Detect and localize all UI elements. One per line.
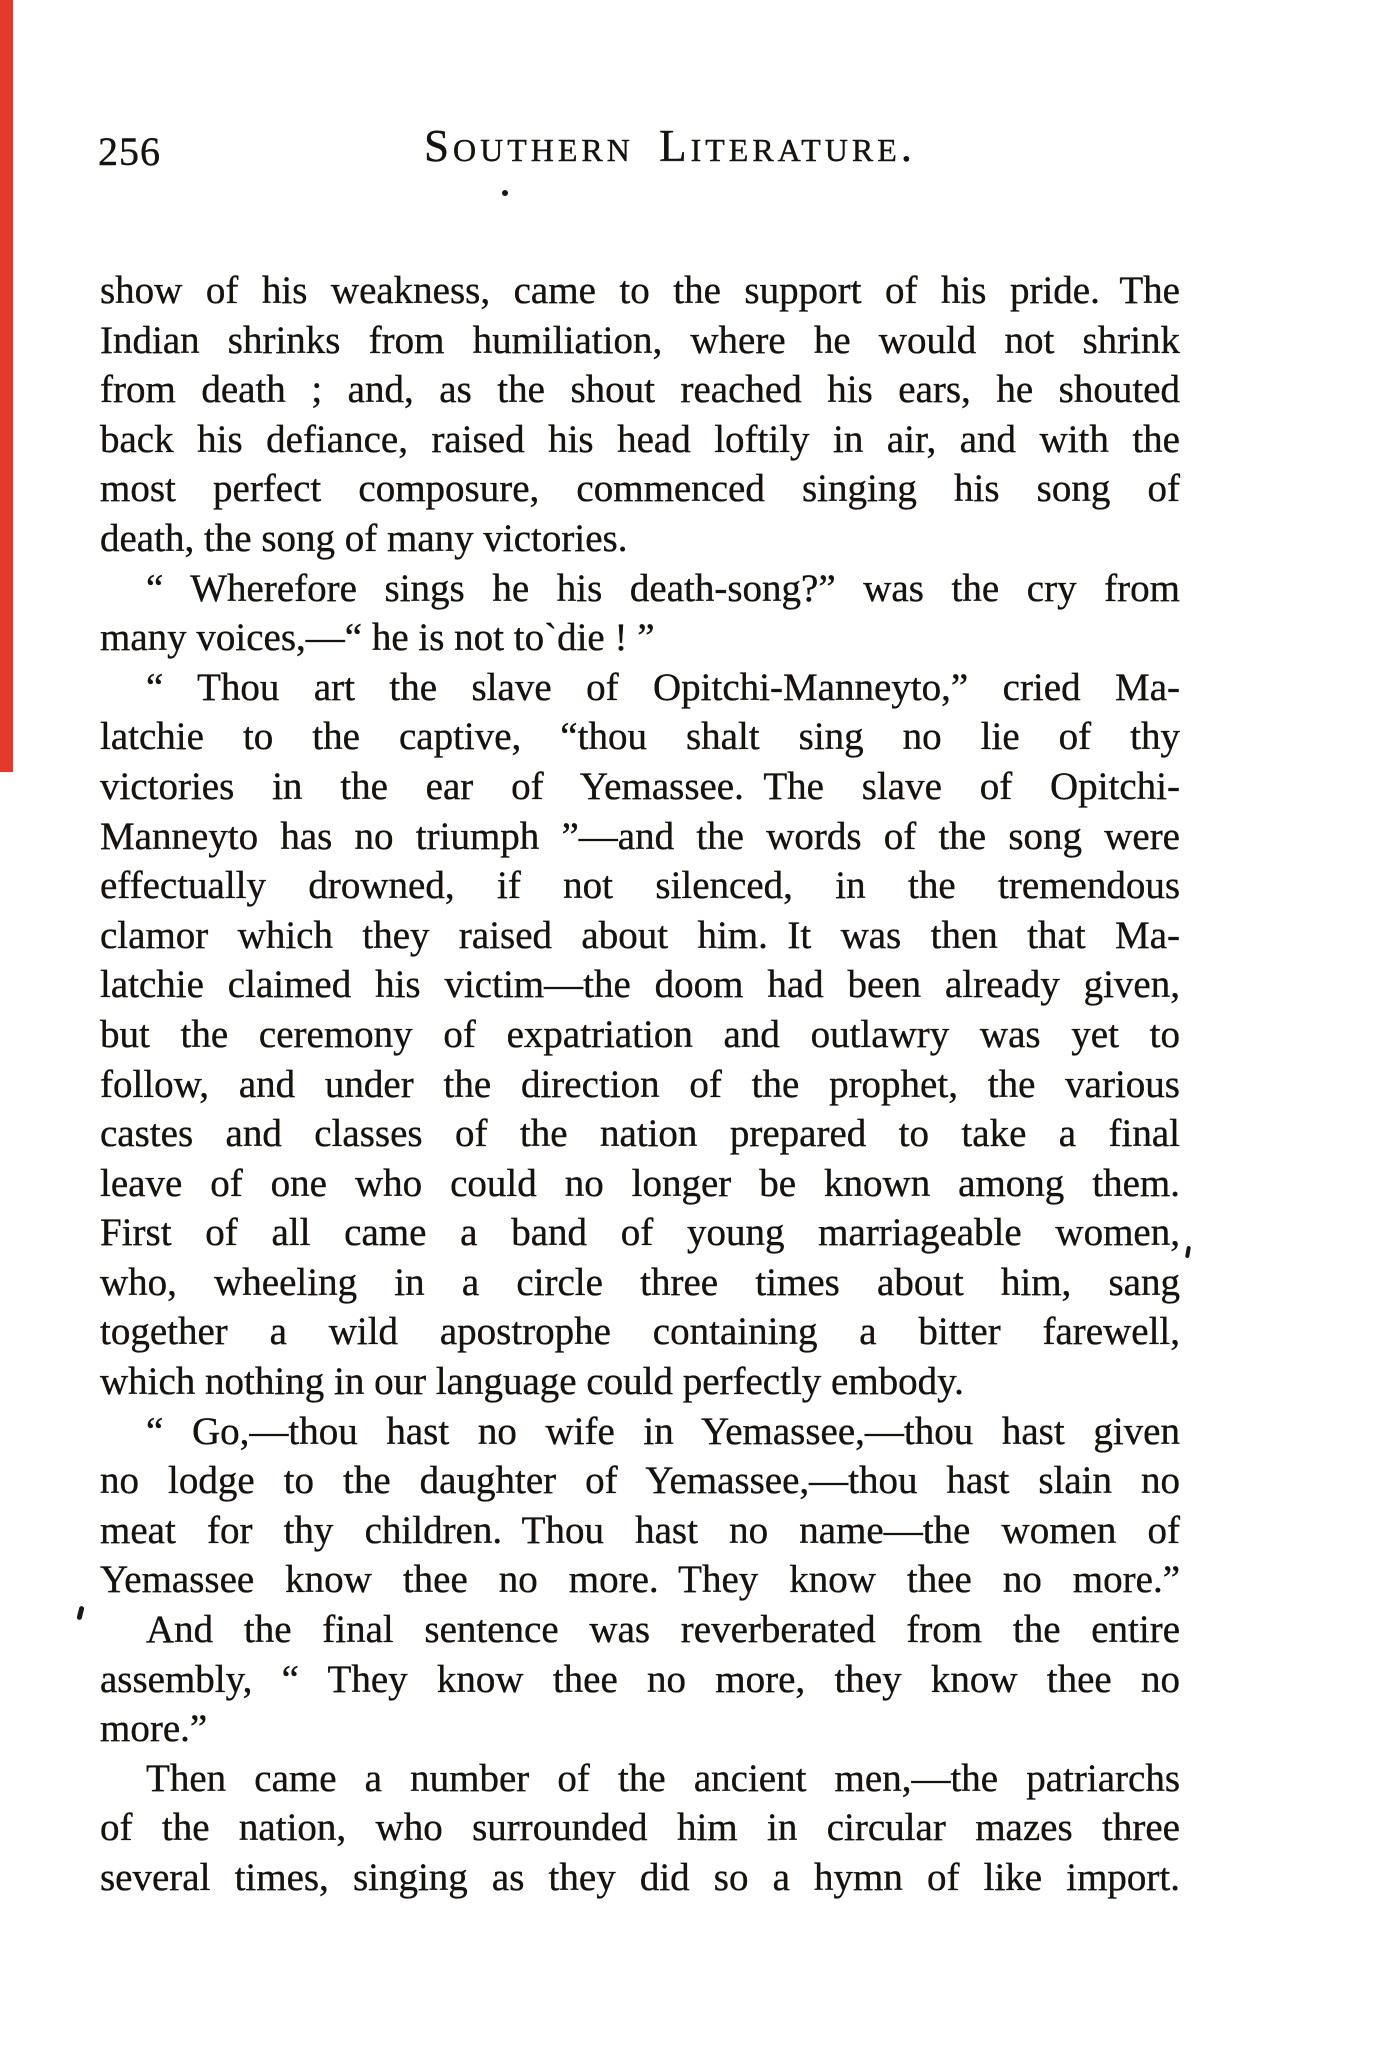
text-line: clamor which they raised about him. It was then that Ma- xyxy=(100,913,1180,957)
text-line: Yemassee know thee no more. They know thee no more.” xyxy=(100,1558,1180,1602)
text-line: latchie to the captive, “thou shalt sing no lie of thy xyxy=(100,715,1180,759)
text-line: who, wheeling in a circle three times about him, sang xyxy=(100,1260,1180,1304)
text-line: Manneyto has no triumph ”—and the words of the song were xyxy=(100,814,1180,858)
text-line: assembly, “ They know thee no more, they know thee no xyxy=(100,1657,1180,1701)
text-line: many voices,—“ he is not to`die ! ” xyxy=(100,616,655,660)
text-line: several times, singing as they did so a hymn of like import. xyxy=(100,1856,1180,1899)
stray-ink-tick xyxy=(76,1606,84,1621)
running-title: Southern Literature. xyxy=(423,121,917,171)
text-line: back his defiance, raised his head loftily in air, and with the xyxy=(100,417,1180,461)
text-line: victories in the ear of Yemassee. The slave of Opitchi- xyxy=(100,764,1180,808)
text-line: no lodge to the daughter of Yemassee,—thou hast slain no xyxy=(100,1459,1180,1503)
text-line: show of his weakness, came to the support of his pride. The xyxy=(100,269,1180,312)
text-line: And the final sentence was reverberated from the entire xyxy=(146,1608,1180,1652)
text-line: death, the song of many victories. xyxy=(100,516,628,560)
text-line: castes and classes of the nation prepared to take a final xyxy=(100,1112,1180,1156)
text-line: which nothing in our language could perfectly embody. xyxy=(100,1360,964,1404)
text-line: “ Go,—thou hast no wife in Yemassee,—thou hast given xyxy=(146,1409,1180,1453)
text-line: “ Wherefore sings he his death-song?” was the cry from xyxy=(146,566,1180,610)
text-line: more.” xyxy=(100,1707,208,1751)
scan-edge-artifact xyxy=(0,0,13,772)
text-line: but the ceremony of expatriation and outlawry was yet to xyxy=(100,1012,1180,1056)
text-line: Then came a number of the ancient men,—the patriarchs xyxy=(146,1756,1180,1800)
text-line: Indian shrinks from humiliation, where he would not shrink xyxy=(100,318,1180,362)
text-block xyxy=(100,266,1180,1903)
text-line: leave of one who could no longer be known among them. xyxy=(100,1161,1180,1205)
text-line: most perfect composure, commenced singing his song of xyxy=(100,467,1180,511)
text-line: meat for thy children. Thou hast no name—the women of xyxy=(100,1508,1180,1552)
stray-ink-tick xyxy=(1185,1246,1191,1259)
text-line: latchie claimed his victim—the doom had been already given, xyxy=(100,963,1180,1007)
text-line: of the nation, who surrounded him in circular mazes three xyxy=(100,1806,1180,1850)
text-line: from death ; and, as the shout reached his ears, he shouted xyxy=(100,368,1180,412)
text-line: “ Thou art the slave of Opitchi-Manneyto,” cried Ma- xyxy=(146,665,1180,709)
text-line: First of all came a band of young marriageable women, xyxy=(100,1211,1180,1255)
text-line: together a wild apostrophe containing a bitter farewell, xyxy=(100,1310,1180,1354)
ink-dot-artifact xyxy=(502,190,508,196)
text-line: effectually drowned, if not silenced, in the tremendous xyxy=(100,864,1180,908)
text-line: follow, and under the direction of the prophet, the various xyxy=(100,1062,1180,1106)
page-number: 256 xyxy=(98,129,161,174)
